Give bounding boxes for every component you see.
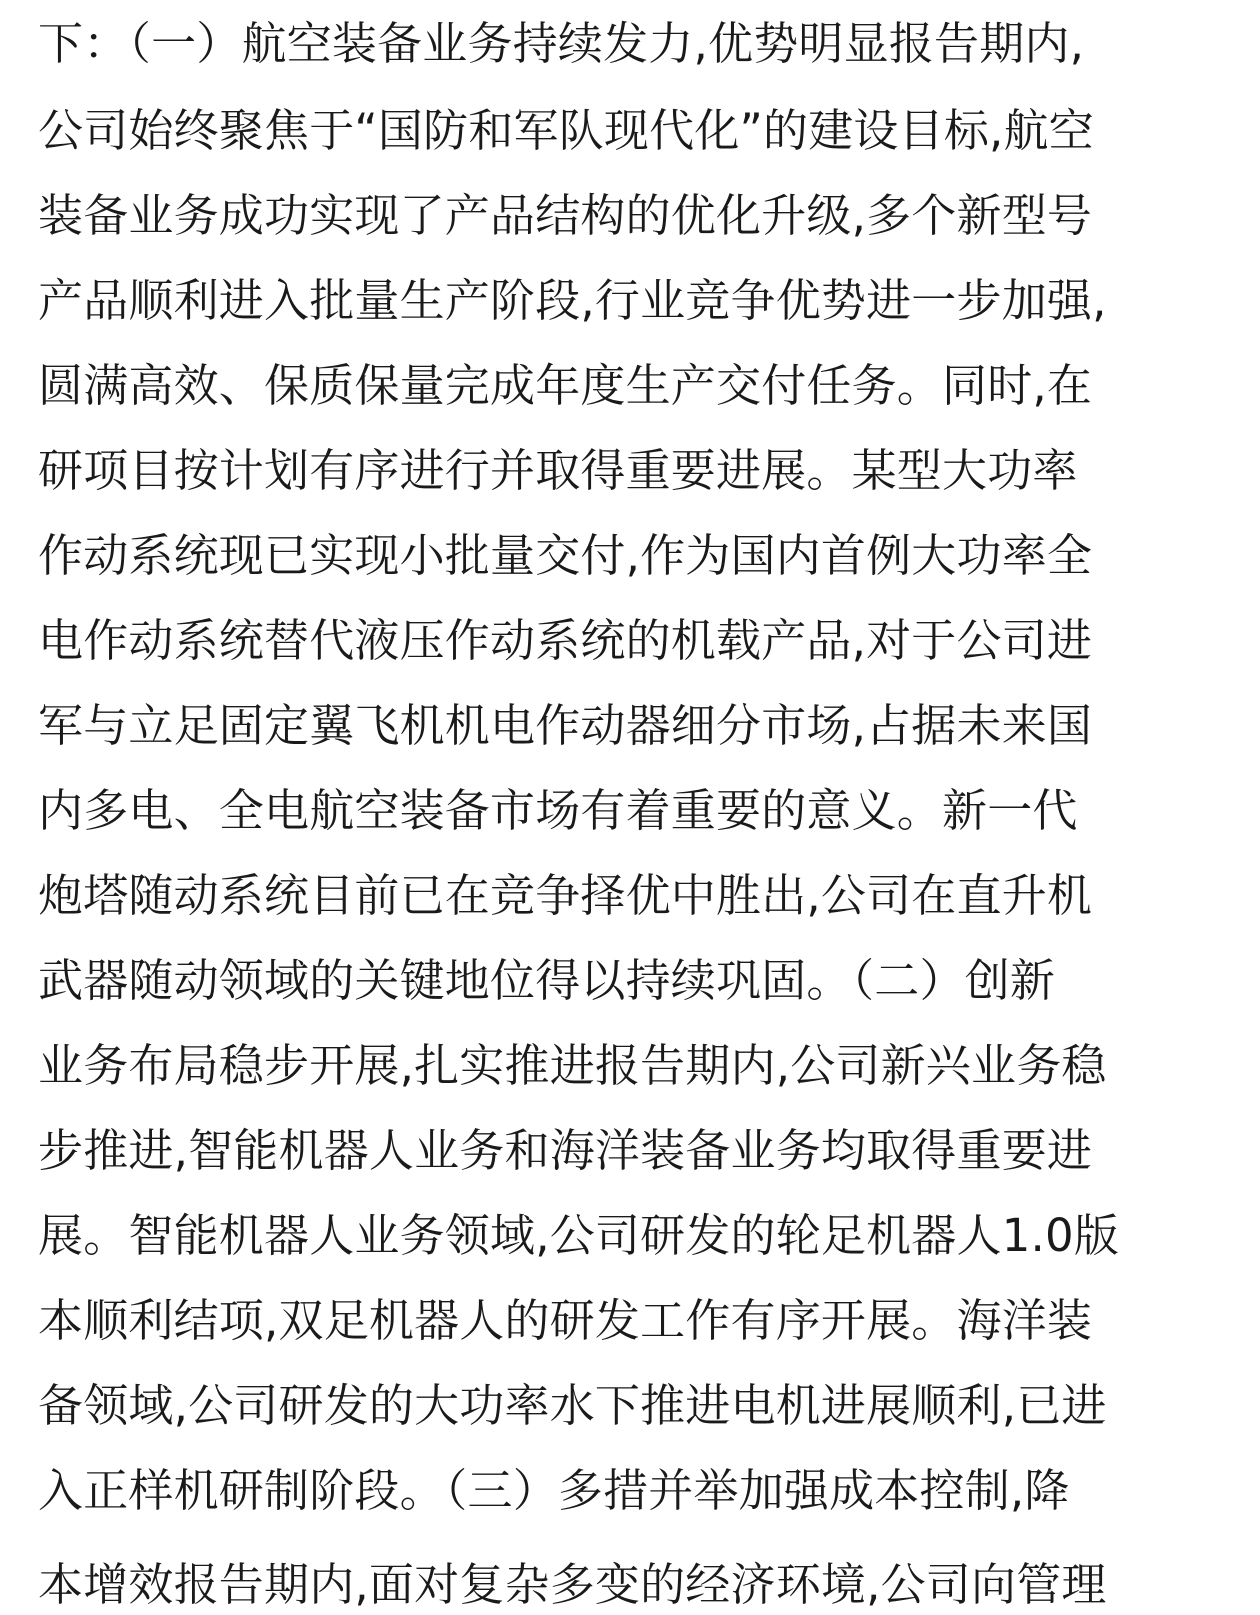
text-line: 备领域,公司研发的大功率水下推进电机进展顺利,已进 (38, 1379, 1107, 1432)
text-line: 圆满高效、保质保量完成年度生产交付任务。同时,在 (38, 359, 1093, 412)
text-line: 步推进,智能机器人业务和海洋装备业务均取得重要进 (38, 1124, 1093, 1177)
text-line: 产品顺利进入批量生产阶段,行业竞争优势进一步加强, (38, 274, 1107, 327)
text-line: 入正样机研制阶段。（三）多措并举加强成本控制,降 (38, 1464, 1070, 1517)
text-line-partial: 本增效报告期内,面对复杂多变的经济环境,公司向管理 (38, 1558, 1107, 1611)
text-line: 研项目按计划有序进行并取得重要进展。某型大功率 (38, 444, 1078, 497)
text-line: 炮塔随动系统目前已在竞争择优中胜出,公司在直升机 (38, 869, 1093, 922)
text-line: 内多电、全电航空装备市场有着重要的意义。新一代 (38, 784, 1078, 837)
text-line: 展。智能机器人业务领域,公司研发的轮足机器人1.0版 (38, 1209, 1120, 1262)
text-line: 电作动系统替代液压作动系统的机载产品,对于公司进 (38, 614, 1093, 667)
article-body (38, 0, 1222, 1611)
text-line: 业务布局稳步开展,扎实推进报告期内,公司新兴业务稳 (38, 1039, 1107, 1092)
text-line: 下：（一）航空装备业务持续发力,优势明显报告期内, (38, 17, 1085, 70)
text-line: 武器随动领域的关键地位得以持续巩固。（二）创新 (38, 954, 1056, 1007)
text-line: 装备业务成功实现了产品结构的优化升级,多个新型号 (38, 189, 1093, 242)
text-line: 军与立足固定翼飞机机电作动器细分市场,占据未来国 (38, 699, 1093, 752)
text-line: 作动系统现已实现小批量交付,作为国内首例大功率全 (38, 529, 1093, 582)
text-line: 本顺利结项,双足机器人的研发工作有序开展。海洋装 (38, 1294, 1093, 1347)
text-line: 公司始终聚焦于“国防和军队现代化”的建设目标,航空 (38, 104, 1094, 157)
